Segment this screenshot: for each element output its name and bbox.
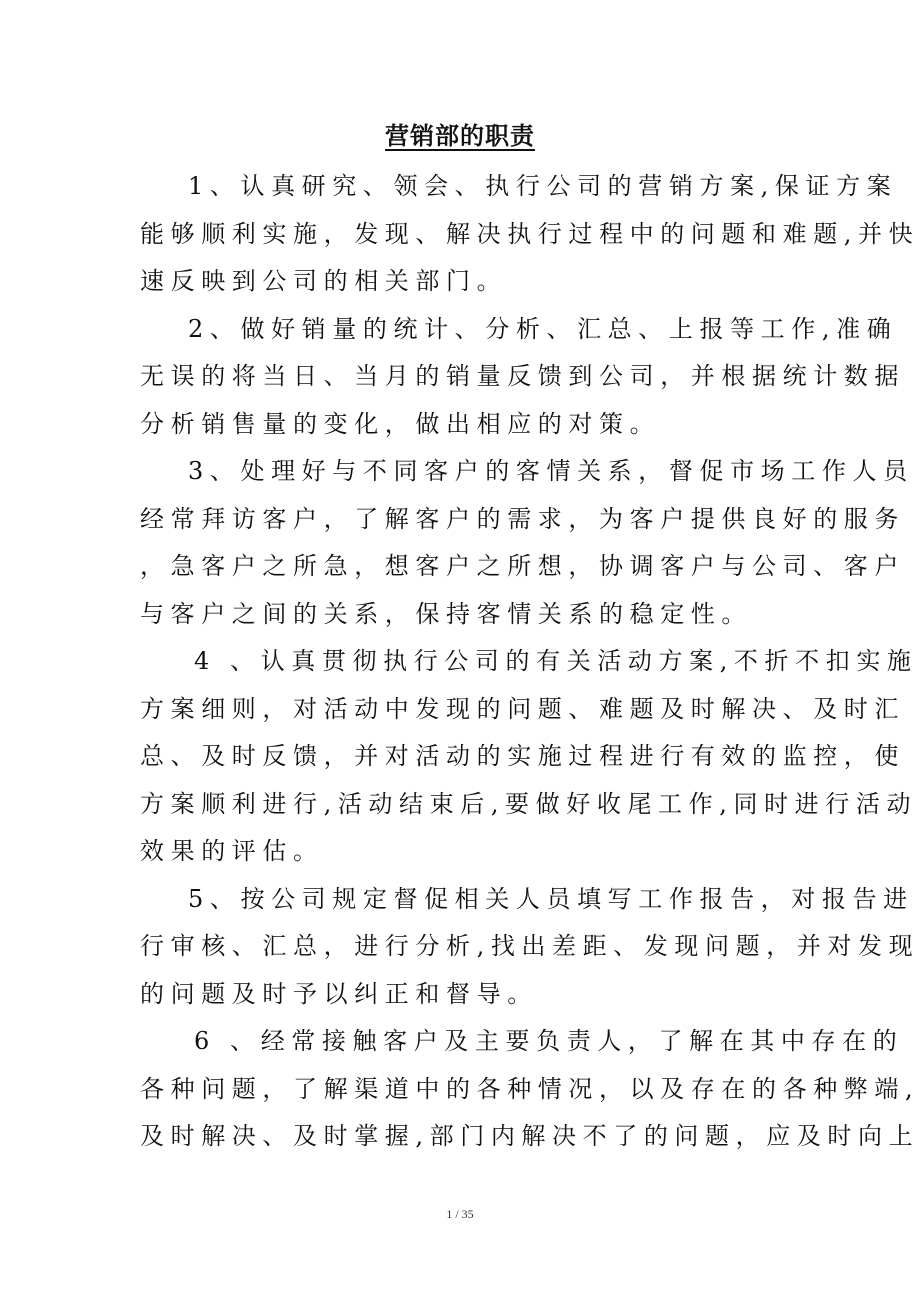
paragraph-line: 总、及时反馈，并对活动的实施过程进行有效的监控，使 xyxy=(140,742,905,770)
paragraph-4 xyxy=(140,638,918,876)
title-text: 营销部的职责 xyxy=(385,121,535,150)
document-title xyxy=(0,118,920,154)
paragraph-line: 无误的将当日、当月的销量反馈到公司，并根据统计数据 xyxy=(140,362,905,390)
paragraph-line: 与客户之间的关系，保持客情关系的稳定性。 xyxy=(140,599,752,628)
paragraph-2 xyxy=(140,306,905,449)
paragraph-line: 效果的评估。 xyxy=(140,837,324,865)
paragraph-1 xyxy=(140,163,920,306)
paragraph-line: 4 、认真贯彻执行公司的有关活动方案,不折不扣实施 xyxy=(194,647,918,675)
paragraph-line: 各种问题，了解渠道中的各种情况，以及存在的各种弊端, xyxy=(140,1074,920,1103)
paragraph-line: 5、按公司规定督促相关人员填写工作报告，对报告进 xyxy=(188,884,914,913)
paragraph-line: 的问题及时予以纠正和督导。 xyxy=(140,979,538,1008)
paragraph-line: 2、做好销量的统计、分析、汇总、上报等工作,准确 xyxy=(188,314,898,343)
page-number-footer xyxy=(0,1206,920,1222)
paragraph-line: 1、认真研究、领会、执行公司的营销方案,保证方案 xyxy=(188,172,898,200)
page-indicator: 1 / 35 xyxy=(446,1207,474,1221)
paragraph-line: 分析销售量的变化，做出相应的对策。 xyxy=(140,409,661,438)
paragraph-line: 3、处理好与不同客户的客情关系，督促市场工作人员 xyxy=(188,457,914,485)
paragraph-line: 经常拜访客户，了解客户的需求，为客户提供良好的服务 xyxy=(140,504,905,533)
paragraph-5 xyxy=(140,876,920,1019)
paragraph-line: 能够顺利实施，发现、解决执行过程中的问题和难题,并快 xyxy=(140,219,920,248)
paragraph-line: 及时解决、及时掌握,部门内解决不了的问题，应及时向上 xyxy=(140,1122,920,1150)
document-body xyxy=(140,163,920,1161)
paragraph-line: 方案顺利进行,活动结束后,要做好收尾工作,同时进行活动 xyxy=(140,789,918,818)
paragraph-3 xyxy=(140,448,914,638)
paragraph-line: 行审核、汇总，进行分析,找出差距、发现问题，并对发现 xyxy=(140,932,920,960)
paragraph-6 xyxy=(140,1018,920,1161)
paragraph-line: ，急客户之所急，想客户之所想，协调客户与公司、客户 xyxy=(140,552,905,580)
paragraph-line: 6 、经常接触客户及主要负责人，了解在其中存在的 xyxy=(194,1027,904,1055)
paragraph-line: 速反映到公司的相关部门。 xyxy=(140,267,508,295)
paragraph-line: 方案细则，对活动中发现的问题、难题及时解决、及时汇 xyxy=(140,694,905,723)
